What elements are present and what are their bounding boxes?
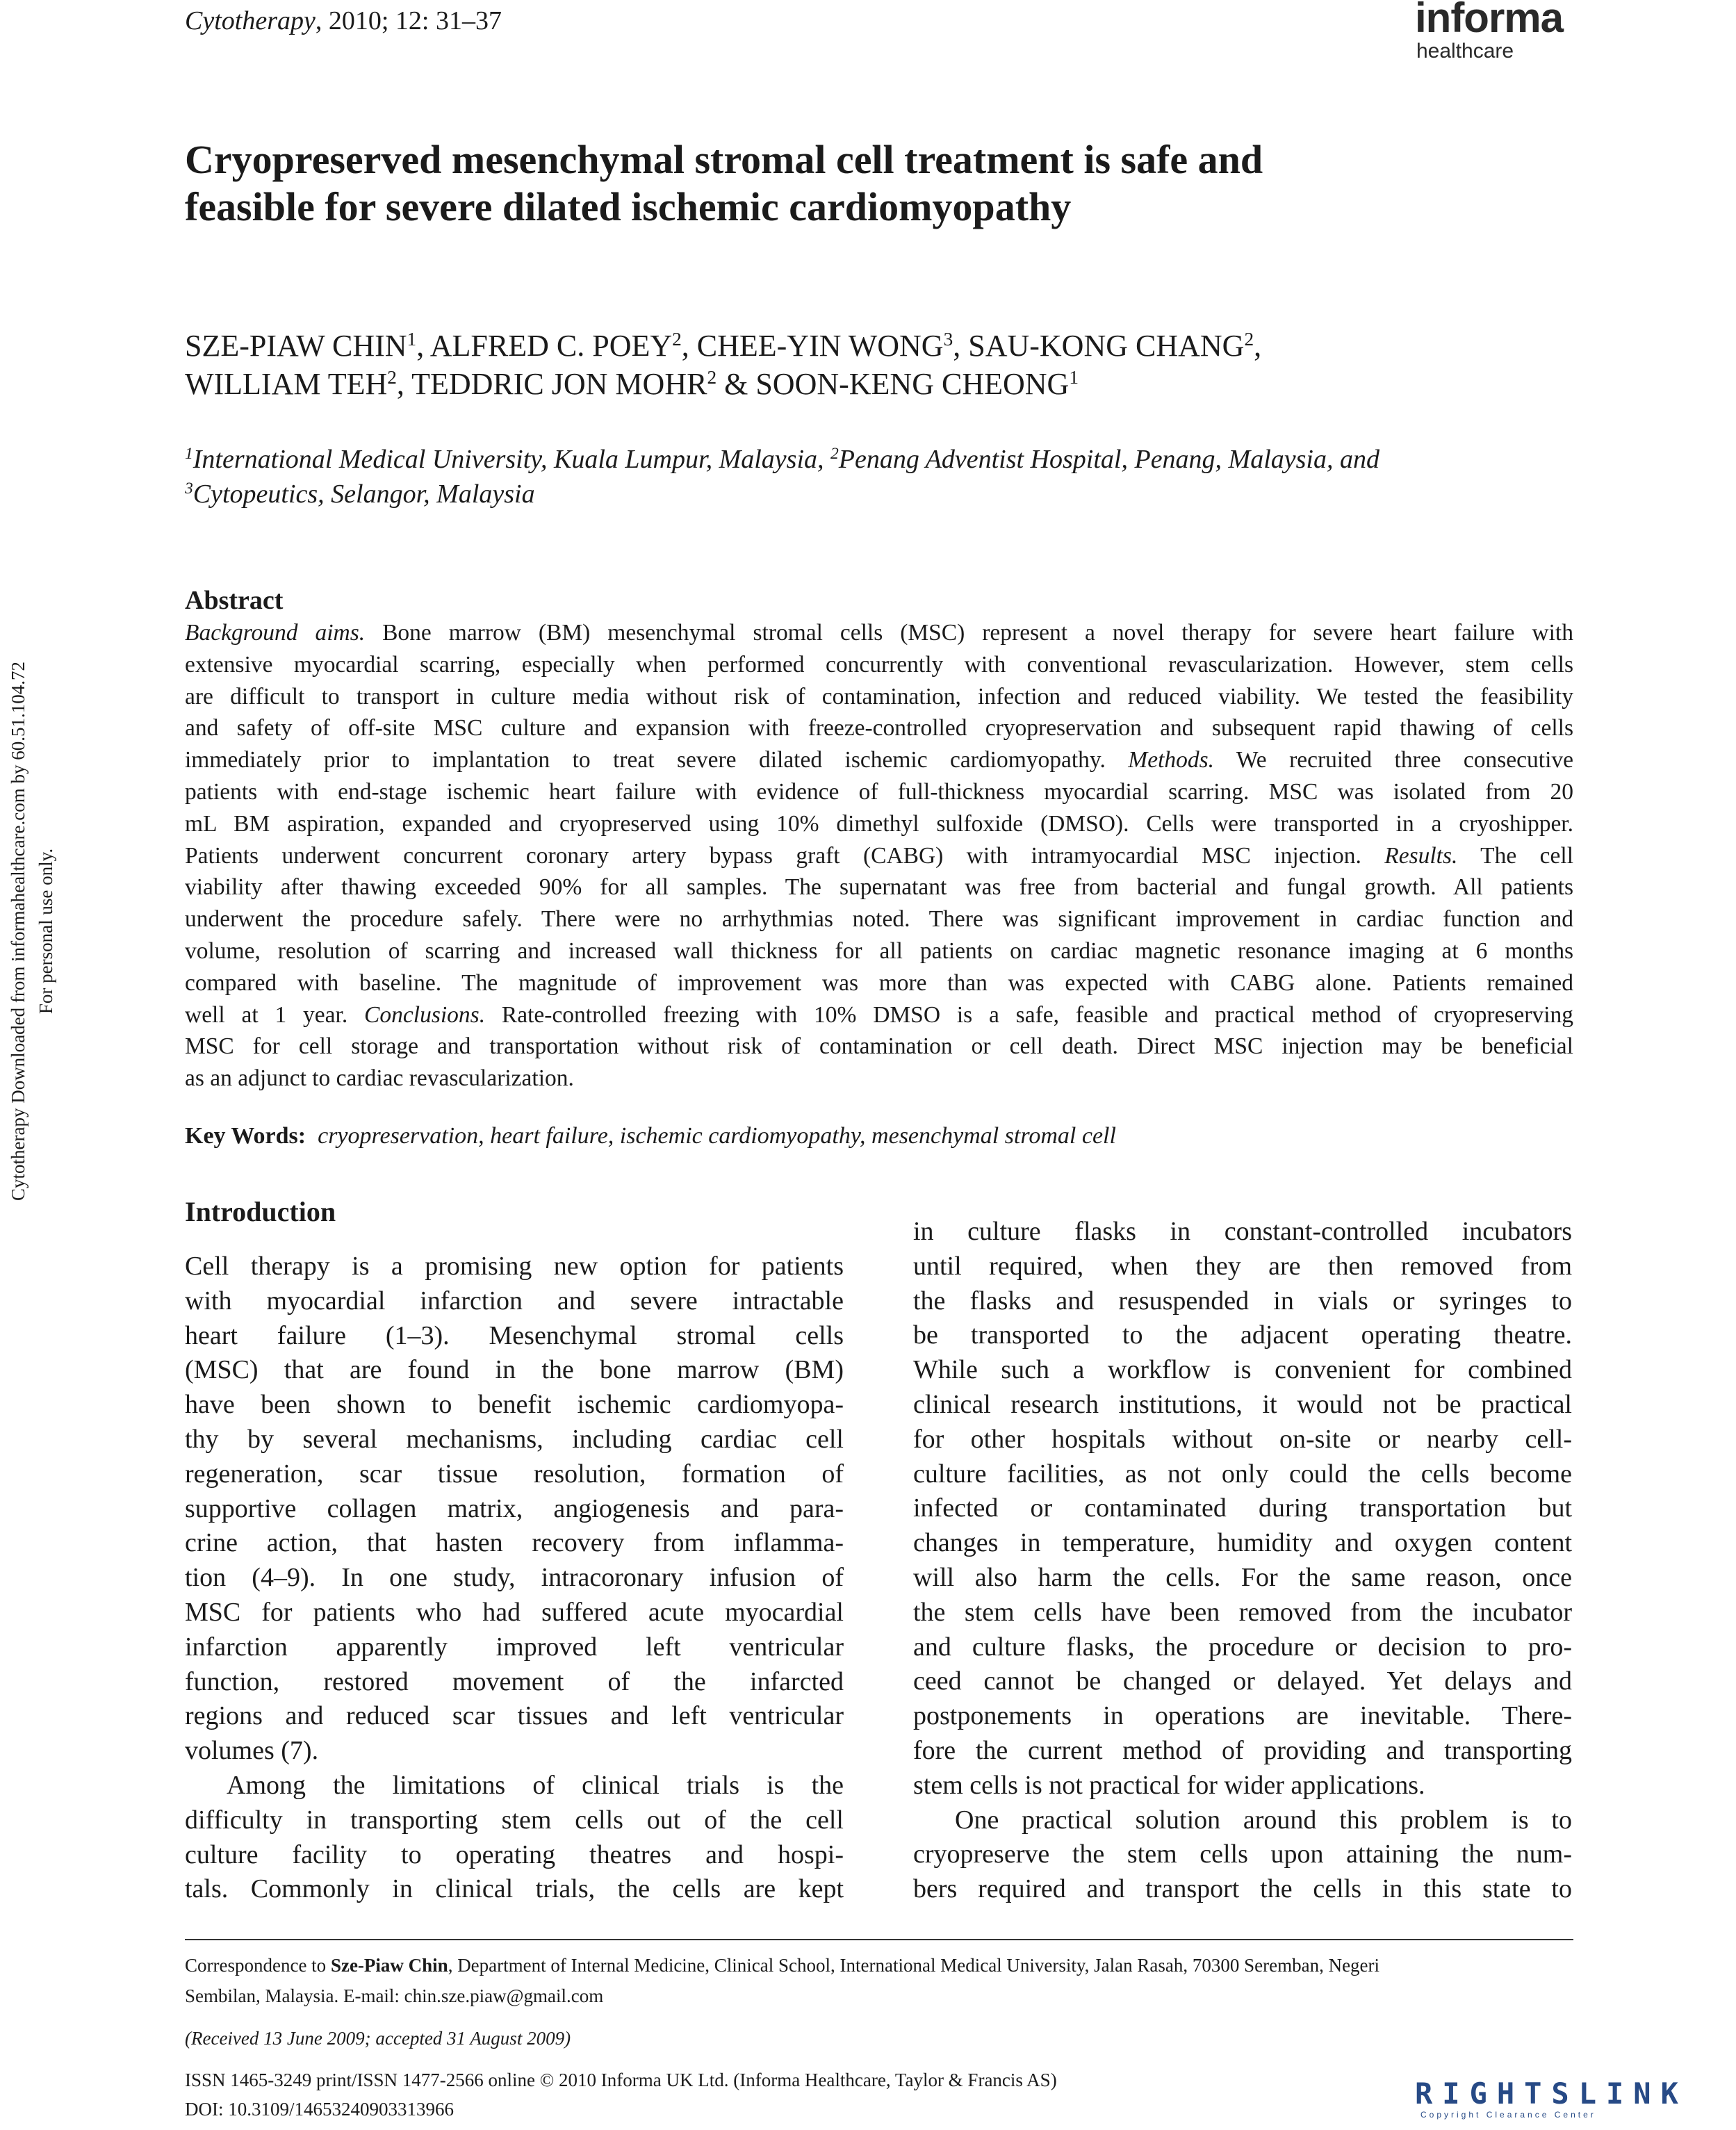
abstract-line — [185, 1063, 1573, 1095]
journal-citation — [185, 6, 502, 36]
abstract-text: viability after thawing exceeded 90% for all samples. The supernatant was free from bacterial and fungal growth. All patients — [185, 874, 1573, 901]
body-text-line: bers required and transport the cells in this state to — [913, 1874, 1572, 1904]
body-text-line: volumes (7). — [185, 1736, 319, 1766]
body-text-line: tals. Commonly in clinical trials, the cells are kept — [185, 1874, 844, 1904]
body-text-line: infected or contaminated during transportation but — [913, 1493, 1572, 1523]
abstract-line — [185, 776, 1573, 808]
body-text-line: MSC for patients who had suffered acute myocardial — [185, 1597, 844, 1627]
body-text-line: function, restored movement of the infarcted — [185, 1666, 844, 1696]
correspondence-line: Sembilan, Malaysia. E-mail: chin.sze.piaw@gmail.com — [185, 1985, 604, 2006]
abstract-line — [185, 681, 1573, 713]
footnote-divider — [185, 1939, 1573, 1940]
author-affiliation-mark: 3 — [943, 329, 953, 350]
abstract-line — [185, 649, 1573, 681]
abstract-heading: Abstract — [185, 586, 284, 615]
author-list — [185, 327, 1547, 403]
body-text-line: culture facilities, as not only could the cells become — [913, 1459, 1572, 1489]
article-title-line: feasible for severe dilated ischemic cardiomyopathy — [185, 184, 1072, 229]
article-title-line: Cryopreserved mesenchymal stromal cell treatment is safe and — [185, 137, 1263, 182]
body-text-line: (MSC) that are found in the bone marrow (BM) — [185, 1355, 844, 1385]
abstract-line — [185, 999, 1573, 1031]
correspondence-line: Correspondence to Sze-Piaw Chin, Department of Internal Medicine, Clinical School, International Medical University, Jalan Rasah, 70300 Seremban, Negeri — [185, 1955, 1380, 1976]
author-name: ALFRED C. POEY — [429, 329, 673, 363]
body-text-line: difficulty in transporting stem cells out of the cell — [185, 1805, 844, 1835]
body-text-line: regions and reduced scar tissues and left ventricular — [185, 1701, 844, 1731]
body-text-line: heart failure (1–3). Mesenchymal stromal cells — [185, 1320, 844, 1350]
download-watermark — [4, 514, 60, 1348]
journal-name: Cytotherapy — [185, 6, 316, 35]
abstract-section-label: Methods. — [1128, 747, 1215, 773]
body-text-line: postponements in operations are inevitable. There- — [913, 1701, 1572, 1731]
abstract-section-label: Conclusions. — [364, 1001, 486, 1028]
abstract-line — [185, 617, 1573, 649]
abstract-body — [185, 617, 1573, 1095]
body-text-line: While such a workflow is convenient for combined — [913, 1355, 1572, 1385]
author-name: TEDDRIC JON MOHR — [411, 367, 707, 401]
keywords-text: cryopreservation, heart failure, ischemic cardiomyopathy, mesenchymal stromal cell — [318, 1123, 1116, 1149]
body-text-line: stem cells is not practical for wider applications. — [913, 1770, 1425, 1800]
introduction-column-left — [185, 1250, 844, 1907]
abstract-text: as an adjunct to cardiac revascularization. — [185, 1065, 574, 1092]
body-text-line: Cell therapy is a promising new option for patients — [185, 1252, 844, 1281]
doi: DOI: 10.3109/14653240903313966 — [185, 2099, 454, 2120]
abstract-text: immediately prior to implantation to treat severe dilated ischemic cardiomyopathy. — [185, 747, 1129, 773]
author-name: SZE-PIAW CHIN — [185, 329, 407, 363]
abstract-text: patients with end-stage ischemic heart failure with evidence of full-thickness myocardial scarring. MSC was isolated from 20 — [185, 778, 1573, 805]
author-affiliation-mark: 1 — [1069, 367, 1079, 388]
body-text-line: Among the limitations of clinical trials is the — [227, 1770, 844, 1800]
affiliation-text: Cytopeutics, Selangor, Malaysia — [193, 480, 535, 509]
abstract-line — [185, 871, 1573, 903]
body-text-line: until required, when they are then removed from — [913, 1251, 1572, 1281]
download-watermark-line: For personal use only. — [35, 848, 56, 1015]
affiliation-line — [185, 477, 1547, 511]
body-text-line: with myocardial infarction and severe intractable — [185, 1286, 844, 1316]
affiliation-mark: 3 — [185, 480, 193, 498]
affiliation-mark: 2 — [830, 445, 839, 464]
publisher-logo-sub: healthcare — [1416, 40, 1514, 63]
body-text-line: tion (4–9). In one study, intracoronary infusion of — [185, 1563, 844, 1593]
body-text-line: be transported to the adjacent operating theatre. — [913, 1320, 1572, 1350]
body-text-line: crine action, that hasten recovery from inflamma- — [185, 1528, 844, 1558]
author-affiliation-mark: 2 — [707, 367, 717, 388]
author-name: SAU-KONG CHANG — [968, 329, 1245, 363]
author-affiliation-mark: 1 — [407, 329, 417, 350]
abstract-text: Rate-controlled freezing with 10% DMSO is a safe, feasible and practical method of cryopreserving — [485, 1001, 1574, 1028]
received-dates: (Received 13 June 2009; accepted 31 August 2009) — [185, 2028, 571, 2049]
body-text-line: One practical solution around this problem is to — [955, 1805, 1572, 1835]
abstract-text: We recruited three consecutive — [1214, 747, 1574, 773]
body-text-line: in culture flasks in constant-controlled incubators — [913, 1217, 1572, 1246]
abstract-text: Bone marrow (BM) mesenchymal stromal cells (MSC) represent a novel therapy for severe heart failure with — [365, 620, 1573, 646]
abstract-section-label: Background aims. — [185, 620, 366, 646]
publisher-logo — [1415, 0, 1575, 63]
affiliation-text: Penang Adventist Hospital, Penang, Malaysia, and — [838, 445, 1379, 474]
body-text-line: the stem cells have been removed from the incubator — [913, 1597, 1572, 1627]
correspondence-name: Sze-Piaw Chin — [330, 1955, 448, 1976]
abstract-text: mL BM aspiration, expanded and cryopreserved using 10% dimethyl sulfoxide (DMSO). Cells were transported in a cryoshipper. — [185, 810, 1573, 837]
author-line: WILLIAM TEH$^2$, TEDDRIC JON MOHR$^2$ & SOON-KENG CHEONG$^1$ — [185, 367, 1079, 401]
body-text-line: will also harm the cells. For the same reason, once — [913, 1562, 1572, 1592]
abstract-text: Patients underwent concurrent coronary artery bypass graft (CABG) with intramyocardial MSC injection. — [185, 842, 1385, 869]
body-text-line: culture facility to operating theatres and hospi- — [185, 1840, 844, 1869]
keywords-label: Key Words: — [185, 1123, 306, 1149]
body-text-line: fore the current method of providing and transporting — [913, 1735, 1572, 1765]
rightslink-logo-sub: Copyright Clearance Center — [1420, 2110, 1596, 2120]
author-affiliation-mark: 2 — [1244, 329, 1254, 350]
body-text-line: changes in temperature, humidity and oxygen content — [913, 1528, 1572, 1558]
body-text-line: clinical research institutions, it would not be practical — [913, 1389, 1572, 1419]
author-name: WILLIAM TEH — [185, 367, 388, 401]
abstract-line — [185, 808, 1573, 840]
abstract-text: underwent the procedure safely. There were no arrhythmias noted. There was significant improvement in cardiac function and — [185, 906, 1573, 933]
body-text-line: for other hospitals without on-site or nearby cell- — [913, 1424, 1572, 1454]
abstract-section-label: Results. — [1384, 842, 1458, 869]
body-text-line: regeneration, scar tissue resolution, formation of — [185, 1459, 844, 1489]
body-text-line: the flasks and resuspended in vials or syringes to — [913, 1286, 1572, 1316]
body-text-line: have been shown to benefit ischemic cardiomyopa- — [185, 1390, 844, 1420]
article-title — [185, 136, 1505, 231]
abstract-line — [185, 744, 1573, 776]
download-watermark-line: Cytotherapy Downloaded from informahealthcare.com by 60.51.104.72 — [8, 661, 28, 1202]
author-name: SOON-KENG CHEONG — [755, 367, 1070, 401]
rightslink-logo-text: RIGHTSLINK — [1415, 2076, 1688, 2111]
issn: ISSN 1465-3249 print/ISSN 1477-2566 online © 2010 Informa UK Ltd. (Informa Healthcare, Taylor & Francis AS) — [185, 2070, 1057, 2090]
publication-info — [185, 2065, 1057, 2124]
abstract-line — [185, 1031, 1573, 1063]
keywords — [185, 1123, 1116, 1149]
abstract-text: extensive myocardial scarring, especially when performed concurrently with conventional revascularization. However, stem cells — [185, 651, 1573, 678]
body-text-line: supportive collagen matrix, angiogenesis and para- — [185, 1493, 844, 1523]
abstract-text: and safety of off-site MSC culture and expansion with freeze-controlled cryopreservation and subsequent rapid thawing of cells — [185, 715, 1573, 742]
abstract-text: are difficult to transport in culture media without risk of contamination, infection and reduced viability. We tested the feasibility — [185, 683, 1573, 710]
author-affiliation-mark: 2 — [387, 367, 397, 388]
abstract-line — [185, 903, 1573, 935]
abstract-text: The cell — [1457, 842, 1573, 869]
author-name: CHEE-YIN WONG — [696, 329, 944, 363]
affiliation-line — [185, 442, 1547, 477]
abstract-text: compared with baseline. The magnitude of improvement was more than was expected with CABG alone. Patients remained — [185, 969, 1573, 996]
introduction-heading: Introduction — [185, 1196, 336, 1227]
abstract-text: well at 1 year. — [185, 1001, 365, 1028]
rightslink-logo — [1415, 2078, 1715, 2121]
publisher-logo-name: informa — [1415, 0, 1564, 41]
abstract-line — [185, 712, 1573, 744]
abstract-line — [185, 967, 1573, 999]
journal-volume: , 2010; 12: 31–37 — [315, 6, 502, 35]
body-text-line: thy by several mechanisms, including cardiac cell — [185, 1424, 844, 1454]
author-line: SZE-PIAW CHIN$^1$, ALFRED C. POEY$^2$, CHEE-YIN WONG$^3$, SAU-KONG CHANG$^2$, — [185, 329, 1262, 363]
introduction-column-right — [913, 1215, 1572, 1907]
body-text-line: and culture flasks, the procedure or decision to pro- — [913, 1632, 1572, 1662]
affiliations — [185, 442, 1547, 511]
abstract-line — [185, 935, 1573, 967]
abstract-text: volume, resolution of scarring and increased wall thickness for all patients on cardiac magnetic resonance imaging at 6 months — [185, 937, 1573, 964]
affiliation-mark: 1 — [185, 445, 193, 464]
abstract-text: MSC for cell storage and transportation without risk of contamination or cell death. Direct MSC injection may be beneficial — [185, 1033, 1573, 1060]
body-text-line: cryopreserve the stem cells upon attaining the num- — [913, 1840, 1572, 1869]
affiliation-text: International Medical University, Kuala Lumpur, Malaysia, — [193, 445, 830, 474]
correspondence — [185, 1950, 1573, 2011]
body-text-line: infarction apparently improved left ventricular — [185, 1632, 844, 1662]
author-affiliation-mark: 2 — [672, 329, 682, 350]
body-text-line: ceed cannot be changed or delayed. Yet delays and — [913, 1666, 1572, 1696]
abstract-line — [185, 840, 1573, 872]
